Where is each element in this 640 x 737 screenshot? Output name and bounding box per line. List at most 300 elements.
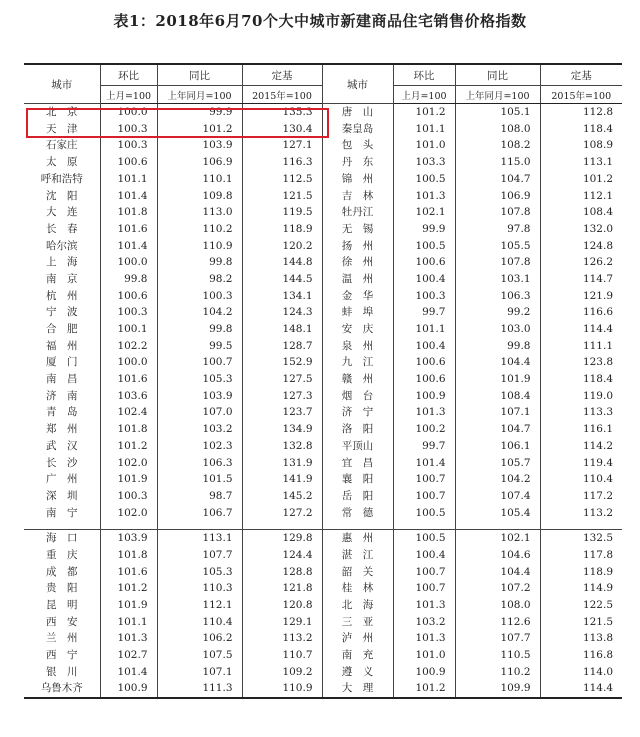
fixed-cell: 116.8	[582, 649, 613, 662]
table-row	[24, 271, 622, 288]
fixed-cell: 121.9	[582, 289, 613, 302]
fixed-header: 定基	[540, 64, 622, 86]
city-cell: 牡丹江	[322, 204, 393, 221]
city-cell: 沈 阳	[24, 187, 100, 204]
separator-cell	[455, 521, 540, 530]
table-row	[24, 614, 622, 631]
yoy-cell: 101.2	[157, 121, 242, 138]
fixed-cell: 113.8	[582, 632, 613, 645]
table-row	[24, 505, 622, 522]
city-cell: 惠 州	[322, 530, 393, 547]
table-row	[24, 421, 622, 438]
separator-cell	[100, 521, 157, 530]
mom-cell: 100.3	[100, 488, 157, 505]
mom-cell: 100.4	[393, 547, 455, 564]
fixed-cell: 116.6	[582, 306, 613, 319]
table-row	[24, 388, 622, 405]
yoy-cell: 106.9	[455, 187, 540, 204]
city-cell: 丹 东	[322, 154, 393, 171]
yoy-cell: 101.5	[157, 471, 242, 488]
fixed-subheader: 2015年=100	[540, 86, 622, 104]
yoy-cell: 112.1	[157, 597, 242, 614]
mom-cell: 102.0	[100, 505, 157, 522]
mom-cell: 101.3	[393, 187, 455, 204]
fixed-header: 定基	[242, 64, 322, 86]
fixed-cell: 135.3	[242, 104, 322, 121]
city-cell: 平顶山	[322, 438, 393, 455]
table-row	[24, 680, 622, 698]
yoy-cell: 103.0	[455, 321, 540, 338]
city-cell: 烟 台	[322, 388, 393, 405]
mom-cell: 100.3	[100, 121, 157, 138]
mom-cell: 101.3	[100, 630, 157, 647]
mom-cell: 101.3	[393, 404, 455, 421]
city-cell: 太 原	[24, 154, 100, 171]
table-row	[24, 371, 622, 388]
table-title: 表1：2018年6月70个大中城市新建商品住宅销售价格指数	[113, 12, 527, 30]
mom-cell: 100.1	[100, 321, 157, 338]
fixed-cell: 108.4	[582, 206, 613, 219]
mom-cell: 100.0	[100, 104, 157, 121]
yoy-cell: 105.7	[455, 454, 540, 471]
city-cell: 常 德	[322, 505, 393, 522]
city-cell: 西 安	[24, 614, 100, 631]
yoy-cell: 106.7	[157, 505, 242, 522]
yoy-cell: 103.9	[157, 388, 242, 405]
yoy-cell: 107.1	[157, 664, 242, 681]
table-row	[24, 597, 622, 614]
city-cell: 三 亚	[322, 614, 393, 631]
table-row	[24, 238, 622, 255]
fixed-cell: 119.5	[242, 204, 322, 221]
mom-subheader: 上月=100	[393, 86, 455, 104]
header-row	[24, 64, 622, 86]
city-cell: 蚌 埠	[322, 304, 393, 321]
city-cell: 大 理	[322, 680, 393, 698]
mom-cell: 101.9	[100, 597, 157, 614]
fixed-cell: 114.9	[582, 582, 613, 595]
mom-cell: 101.4	[100, 664, 157, 681]
yoy-subheader: 上年同月=100	[157, 86, 242, 104]
table-row	[24, 530, 622, 547]
city-cell: 岳 阳	[322, 488, 393, 505]
yoy-cell: 104.2	[157, 304, 242, 321]
table-row	[24, 564, 622, 581]
mom-cell: 100.7	[393, 580, 455, 597]
yoy-cell: 99.8	[455, 338, 540, 355]
yoy-cell: 111.3	[157, 680, 242, 698]
mom-cell: 100.2	[393, 421, 455, 438]
mom-cell: 101.4	[100, 238, 157, 255]
mom-cell: 101.1	[100, 614, 157, 631]
mom-cell: 100.6	[100, 288, 157, 305]
separator-cell	[24, 521, 100, 530]
yoy-cell: 107.2	[455, 580, 540, 597]
mom-cell: 100.6	[393, 254, 455, 271]
yoy-cell: 104.2	[455, 471, 540, 488]
table-row	[24, 338, 622, 355]
yoy-cell: 107.5	[157, 647, 242, 664]
fixed-cell: 124.8	[582, 239, 613, 252]
city-header: 城市	[322, 64, 393, 104]
yoy-cell: 105.5	[455, 238, 540, 255]
fixed-subheader: 2015年=100	[242, 86, 322, 104]
mom-cell: 101.9	[100, 471, 157, 488]
city-cell: 成 都	[24, 564, 100, 581]
yoy-cell: 106.2	[157, 630, 242, 647]
fixed-cell: 112.1	[582, 189, 613, 202]
fixed-cell: 113.1	[582, 156, 613, 169]
city-cell: 青 岛	[24, 404, 100, 421]
table-row	[24, 221, 622, 238]
yoy-cell: 104.4	[455, 564, 540, 581]
mom-cell: 100.4	[393, 271, 455, 288]
city-cell: 唐 山	[322, 104, 393, 121]
city-cell: 泉 州	[322, 338, 393, 355]
yoy-cell: 104.6	[455, 547, 540, 564]
fixed-cell: 152.9	[242, 354, 322, 371]
mom-cell: 101.0	[393, 647, 455, 664]
fixed-cell: 116.3	[242, 154, 322, 171]
fixed-cell: 130.4	[242, 121, 322, 138]
mom-cell: 100.6	[100, 154, 157, 171]
mom-cell: 101.1	[100, 171, 157, 188]
fixed-cell: 127.2	[242, 505, 322, 522]
city-cell: 呼和浩特	[24, 171, 100, 188]
mom-header: 环比	[100, 64, 157, 86]
yoy-cell: 100.7	[157, 354, 242, 371]
mom-cell: 103.2	[393, 614, 455, 631]
city-cell: 重 庆	[24, 547, 100, 564]
fixed-cell: 120.8	[242, 597, 322, 614]
city-cell: 南 昌	[24, 371, 100, 388]
mom-cell: 100.3	[393, 288, 455, 305]
fixed-cell: 119.0	[582, 389, 613, 402]
mom-cell: 101.6	[100, 371, 157, 388]
yoy-cell: 98.2	[157, 271, 242, 288]
city-cell: 北 海	[322, 597, 393, 614]
fixed-cell: 141.9	[242, 471, 322, 488]
city-cell: 武 汉	[24, 438, 100, 455]
city-cell: 襄 阳	[322, 471, 393, 488]
city-cell: 洛 阳	[322, 421, 393, 438]
city-cell: 大 连	[24, 204, 100, 221]
fixed-cell: 113.2	[582, 506, 613, 519]
fixed-cell: 114.0	[582, 665, 613, 678]
table-row	[24, 121, 622, 138]
fixed-cell: 109.2	[242, 664, 322, 681]
city-cell: 赣 州	[322, 371, 393, 388]
yoy-cell: 113.0	[157, 204, 242, 221]
separator-cell	[540, 521, 622, 530]
city-cell: 南 京	[24, 271, 100, 288]
mom-cell: 101.3	[393, 597, 455, 614]
city-cell: 兰 州	[24, 630, 100, 647]
city-cell: 合 肥	[24, 321, 100, 338]
table-body	[24, 104, 622, 699]
yoy-cell: 105.3	[157, 564, 242, 581]
mom-cell: 102.0	[100, 454, 157, 471]
mom-cell: 101.0	[393, 137, 455, 154]
city-cell: 九 江	[322, 354, 393, 371]
yoy-cell: 107.8	[455, 204, 540, 221]
fixed-cell: 127.5	[242, 371, 322, 388]
mom-cell: 102.4	[100, 404, 157, 421]
fixed-cell: 131.9	[242, 454, 322, 471]
city-cell: 银 川	[24, 664, 100, 681]
yoy-cell: 107.4	[455, 488, 540, 505]
yoy-cell: 112.6	[455, 614, 540, 631]
mom-cell: 103.3	[393, 154, 455, 171]
fixed-cell: 148.1	[242, 321, 322, 338]
yoy-cell: 106.3	[455, 288, 540, 305]
yoy-cell: 104.7	[455, 171, 540, 188]
mom-cell: 102.2	[100, 338, 157, 355]
mom-cell: 100.3	[100, 137, 157, 154]
mom-cell: 101.2	[393, 680, 455, 698]
yoy-cell: 101.9	[455, 371, 540, 388]
city-cell: 杭 州	[24, 288, 100, 305]
mom-cell: 100.9	[100, 680, 157, 698]
table-row	[24, 471, 622, 488]
fixed-cell: 128.8	[242, 564, 322, 581]
yoy-subheader: 上年同月=100	[455, 86, 540, 104]
yoy-cell: 115.0	[455, 154, 540, 171]
city-cell: 天 津	[24, 121, 100, 138]
mom-cell: 103.9	[100, 530, 157, 547]
mom-cell: 100.5	[393, 238, 455, 255]
mom-cell: 102.1	[393, 204, 455, 221]
fixed-cell: 126.2	[582, 256, 613, 269]
city-cell: 扬 州	[322, 238, 393, 255]
yoy-cell: 110.2	[157, 221, 242, 238]
fixed-cell: 132.0	[582, 222, 613, 235]
city-cell: 济 宁	[322, 404, 393, 421]
fixed-cell: 108.9	[582, 139, 613, 152]
city-cell: 徐 州	[322, 254, 393, 271]
yoy-cell: 107.7	[157, 547, 242, 564]
table-row	[24, 137, 622, 154]
fixed-cell: 123.8	[582, 356, 613, 369]
mom-cell: 101.2	[100, 580, 157, 597]
fixed-cell: 110.7	[242, 647, 322, 664]
fixed-cell: 144.8	[242, 254, 322, 271]
fixed-cell: 112.8	[582, 106, 613, 119]
city-cell: 哈尔滨	[24, 238, 100, 255]
mom-cell: 100.6	[393, 354, 455, 371]
table-row	[24, 171, 622, 188]
mom-cell: 100.0	[100, 254, 157, 271]
yoy-cell: 98.7	[157, 488, 242, 505]
yoy-cell: 110.5	[455, 647, 540, 664]
fixed-cell: 132.5	[582, 532, 613, 545]
yoy-cell: 100.3	[157, 288, 242, 305]
mom-cell: 103.6	[100, 388, 157, 405]
fixed-cell: 127.3	[242, 388, 322, 405]
mom-cell: 101.6	[100, 221, 157, 238]
fixed-cell: 114.4	[582, 682, 613, 695]
city-cell: 湛 江	[322, 547, 393, 564]
mom-cell: 100.5	[393, 171, 455, 188]
city-cell: 南 充	[322, 647, 393, 664]
fixed-cell: 144.5	[242, 271, 322, 288]
yoy-cell: 108.0	[455, 121, 540, 138]
yoy-header: 同比	[455, 64, 540, 86]
mom-cell: 100.0	[100, 354, 157, 371]
city-cell: 宜 昌	[322, 454, 393, 471]
fixed-cell: 118.9	[242, 221, 322, 238]
yoy-cell: 110.4	[157, 614, 242, 631]
city-cell: 乌鲁木齐	[24, 680, 100, 698]
fixed-cell: 101.2	[582, 172, 613, 185]
group-separator	[24, 521, 622, 530]
mom-cell: 101.2	[100, 438, 157, 455]
yoy-cell: 108.2	[455, 137, 540, 154]
city-cell: 吉 林	[322, 187, 393, 204]
yoy-cell: 106.9	[157, 154, 242, 171]
mom-cell: 100.7	[393, 471, 455, 488]
mom-cell: 101.4	[100, 187, 157, 204]
city-cell: 昆 明	[24, 597, 100, 614]
mom-cell: 99.7	[393, 304, 455, 321]
fixed-cell: 122.5	[582, 599, 613, 612]
city-cell: 上 海	[24, 254, 100, 271]
mom-cell: 100.4	[393, 338, 455, 355]
mom-cell: 101.1	[393, 321, 455, 338]
mom-cell: 101.1	[393, 121, 455, 138]
table-row	[24, 104, 622, 121]
table-row	[24, 664, 622, 681]
fixed-cell: 128.7	[242, 338, 322, 355]
yoy-cell: 109.9	[455, 680, 540, 698]
fixed-cell: 111.1	[582, 339, 613, 352]
mom-cell: 101.8	[100, 421, 157, 438]
yoy-cell: 105.1	[455, 104, 540, 121]
yoy-cell: 104.7	[455, 421, 540, 438]
fixed-cell: 118.4	[582, 122, 613, 135]
fixed-cell: 110.4	[582, 473, 613, 486]
mom-cell: 99.7	[393, 438, 455, 455]
price-index-table	[24, 63, 622, 699]
yoy-cell: 107.1	[455, 404, 540, 421]
city-cell: 桂 林	[322, 580, 393, 597]
fixed-cell: 121.8	[242, 580, 322, 597]
yoy-cell: 104.4	[455, 354, 540, 371]
mom-cell: 100.6	[393, 371, 455, 388]
fixed-cell: 123.7	[242, 404, 322, 421]
city-cell: 贵 阳	[24, 580, 100, 597]
city-cell: 西 宁	[24, 647, 100, 664]
city-cell: 金 华	[322, 288, 393, 305]
table-row	[24, 204, 622, 221]
city-header: 城市	[24, 64, 100, 104]
table-row	[24, 321, 622, 338]
table-row	[24, 304, 622, 321]
table-row	[24, 187, 622, 204]
fixed-cell: 129.8	[242, 530, 322, 547]
fixed-cell: 121.5	[582, 615, 613, 628]
yoy-cell: 102.1	[455, 530, 540, 547]
fixed-cell: 132.8	[242, 438, 322, 455]
yoy-cell: 110.9	[157, 238, 242, 255]
fixed-cell: 116.1	[582, 423, 613, 436]
mom-cell: 99.9	[393, 221, 455, 238]
city-cell: 遵 义	[322, 664, 393, 681]
table-row	[24, 254, 622, 271]
mom-cell: 101.3	[393, 630, 455, 647]
table-row	[24, 288, 622, 305]
mom-cell: 102.7	[100, 647, 157, 664]
city-cell: 温 州	[322, 271, 393, 288]
fixed-cell: 112.5	[242, 171, 322, 188]
yoy-cell: 107.0	[157, 404, 242, 421]
separator-cell	[242, 521, 322, 530]
yoy-cell: 110.3	[157, 580, 242, 597]
mom-cell: 100.9	[393, 664, 455, 681]
fixed-cell: 114.4	[582, 323, 613, 336]
yoy-cell: 107.8	[455, 254, 540, 271]
yoy-cell: 106.3	[157, 454, 242, 471]
fixed-cell: 134.9	[242, 421, 322, 438]
table-row	[24, 154, 622, 171]
yoy-cell: 109.8	[157, 187, 242, 204]
fixed-cell: 118.9	[582, 565, 613, 578]
yoy-cell: 108.4	[455, 388, 540, 405]
separator-cell	[322, 521, 393, 530]
mom-cell: 101.8	[100, 547, 157, 564]
mom-header: 环比	[393, 64, 455, 86]
mom-cell: 101.6	[100, 564, 157, 581]
table-row	[24, 454, 622, 471]
city-cell: 北 京	[24, 104, 100, 121]
yoy-cell: 108.0	[455, 597, 540, 614]
fixed-cell: 134.1	[242, 288, 322, 305]
city-cell: 厦 门	[24, 354, 100, 371]
mom-cell: 100.9	[393, 388, 455, 405]
fixed-cell: 124.4	[242, 547, 322, 564]
fixed-cell: 110.9	[242, 680, 322, 698]
fixed-cell: 127.1	[242, 137, 322, 154]
yoy-cell: 103.9	[157, 137, 242, 154]
yoy-cell: 105.3	[157, 371, 242, 388]
city-cell: 安 庆	[322, 321, 393, 338]
yoy-cell: 97.8	[455, 221, 540, 238]
mom-cell: 100.5	[393, 505, 455, 522]
city-cell: 郑 州	[24, 421, 100, 438]
table-row	[24, 580, 622, 597]
mom-cell: 101.2	[393, 104, 455, 121]
table-row	[24, 438, 622, 455]
fixed-cell: 118.4	[582, 373, 613, 386]
mom-cell: 101.8	[100, 204, 157, 221]
city-cell: 宁 波	[24, 304, 100, 321]
fixed-cell: 114.2	[582, 439, 613, 452]
yoy-cell: 103.1	[455, 271, 540, 288]
city-cell: 海 口	[24, 530, 100, 547]
table-row	[24, 647, 622, 664]
fixed-cell: 129.1	[242, 614, 322, 631]
fixed-cell: 145.2	[242, 488, 322, 505]
city-cell: 石家庄	[24, 137, 100, 154]
fixed-cell: 124.3	[242, 304, 322, 321]
yoy-cell: 99.2	[455, 304, 540, 321]
city-cell: 包 头	[322, 137, 393, 154]
mom-cell: 100.3	[100, 304, 157, 321]
yoy-cell: 99.8	[157, 254, 242, 271]
table-row	[24, 354, 622, 371]
city-cell: 长 沙	[24, 454, 100, 471]
table-row	[24, 630, 622, 647]
